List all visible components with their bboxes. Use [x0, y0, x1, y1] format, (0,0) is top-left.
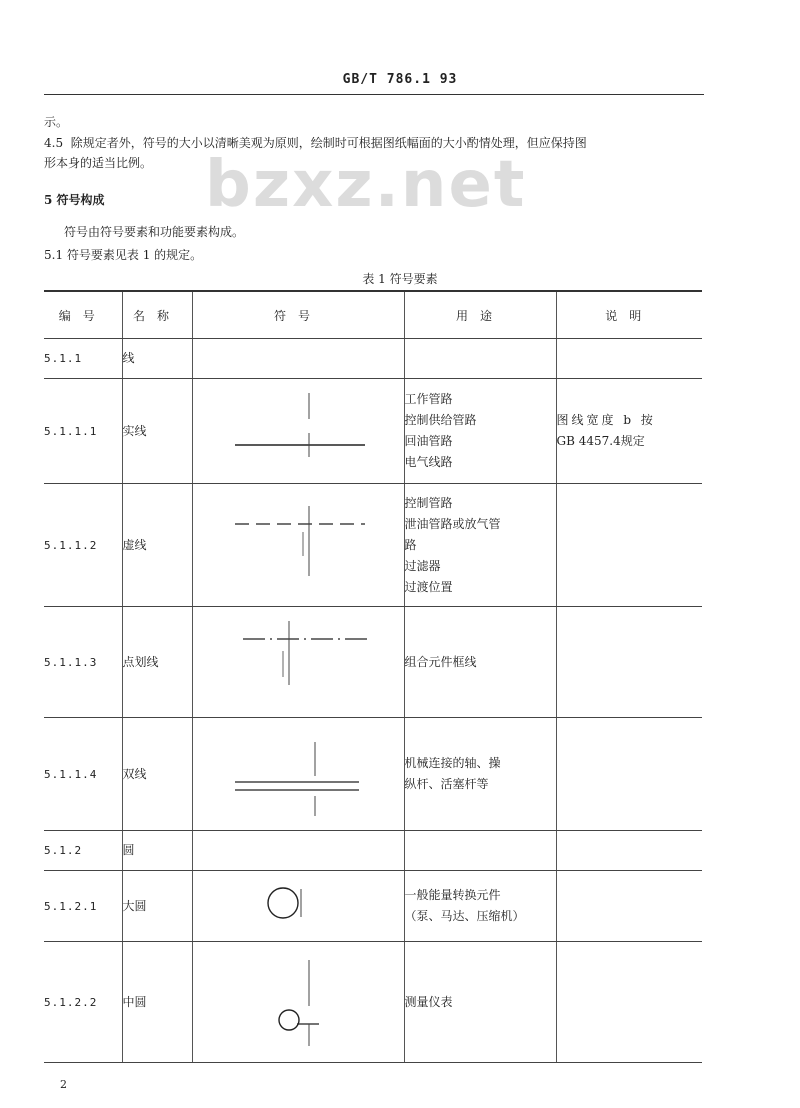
- usage-line: 测量仪表: [404, 994, 453, 1009]
- usage-line: 控制供给管路: [404, 413, 477, 427]
- usage-line: 路: [404, 537, 417, 552]
- table-row: [44, 942, 702, 1063]
- row-usage: [404, 607, 556, 718]
- dot-dash-line-symbol: [192, 607, 404, 718]
- usage-line: 工作管路: [404, 392, 453, 406]
- header-note: 说明: [556, 291, 702, 339]
- table-row: [44, 484, 702, 607]
- usage-line: 电气线路: [404, 455, 453, 469]
- row-name: 实线: [122, 379, 192, 484]
- usage-line: （泵、马达、压缩机）: [404, 909, 525, 923]
- row-usage: [404, 871, 556, 942]
- usage-line: 回油管路: [404, 434, 453, 448]
- table-header-row: [44, 291, 702, 339]
- usage-line: 过渡位置: [404, 579, 453, 594]
- row-usage: [404, 831, 556, 871]
- usage-line: 组合元件框线: [404, 654, 477, 669]
- row-symbol: [192, 831, 404, 871]
- usage-line: 控制管路: [404, 495, 453, 510]
- row-name: 虚线: [122, 484, 192, 607]
- row-number: 5.1.1.4: [44, 718, 122, 831]
- header-name: 名称: [122, 291, 192, 339]
- row-note: [556, 942, 702, 1063]
- symbol-elements-table: [44, 290, 702, 1063]
- table-row: [44, 718, 702, 831]
- row-name: 线: [122, 339, 192, 379]
- table-row: [44, 831, 702, 871]
- row-number: 5.1.2.2: [44, 942, 122, 1063]
- usage-line: 过滤器: [404, 558, 441, 573]
- row-number: 5.1.2: [44, 831, 122, 871]
- row-usage: [404, 339, 556, 379]
- row-name: 双线: [122, 718, 192, 831]
- watermark: bzxz.net: [205, 148, 527, 222]
- row-note: [556, 484, 702, 607]
- dashed-line-symbol: [192, 484, 404, 607]
- row-note: [556, 607, 702, 718]
- row-symbol: [192, 339, 404, 379]
- solid-line-symbol: [192, 379, 404, 484]
- row-name: 大圆: [122, 871, 192, 942]
- row-number: 5.1.1: [44, 339, 122, 379]
- note-line: GB 4457.4规定: [556, 434, 645, 448]
- clause-5-1: 5.1 符号要素见表 1 的规定。: [44, 248, 203, 262]
- row-note: [556, 831, 702, 871]
- section-5-text: 符号由符号要素和功能要素构成。: [64, 225, 245, 239]
- row-number: 5.1.1.2: [44, 484, 122, 607]
- usage-line: 机械连接的轴、操: [404, 756, 501, 770]
- header-symbol: 符号: [192, 291, 404, 339]
- row-name: 中圆: [122, 942, 192, 1063]
- clause-4-5-text: 除规定者外，符号的大小以清晰美观为原则，绘制时可根据图纸幅面的大小酌情处理，但应保持图: [70, 136, 587, 150]
- row-number: 5.1.1.1: [44, 379, 122, 484]
- note-line: 图线宽度 b 按: [556, 413, 656, 427]
- row-note: [556, 379, 702, 484]
- row-note: [556, 871, 702, 942]
- table-caption: 表 1 符号要素: [362, 272, 438, 286]
- double-line-symbol: [192, 718, 404, 831]
- usage-line: 纵杆、活塞杆等: [404, 777, 489, 791]
- clause-4-5: [44, 133, 587, 153]
- header-rule: [44, 94, 704, 95]
- table-row: [44, 607, 702, 718]
- row-usage: [404, 484, 556, 607]
- header-number: 编号: [44, 291, 122, 339]
- row-note: [556, 718, 702, 831]
- header-usage: 用途: [404, 291, 556, 339]
- row-number: 5.1.2.1: [44, 871, 122, 942]
- row-usage: [404, 718, 556, 831]
- clause-4-5-number: 4.5: [44, 136, 64, 150]
- medium-circle-symbol: [192, 942, 404, 1063]
- page-header: GB/T 786.1 93: [342, 72, 458, 87]
- row-usage: [404, 942, 556, 1063]
- table-row: [44, 379, 702, 484]
- row-number: 5.1.1.3: [44, 607, 122, 718]
- section-5-title: 5 符号构成: [44, 193, 105, 207]
- row-usage: [404, 379, 556, 484]
- table-row: [44, 339, 702, 379]
- intro-line: 示。: [44, 115, 69, 129]
- table-row: [44, 871, 702, 942]
- row-name: 点划线: [122, 607, 192, 718]
- row-note: [556, 339, 702, 379]
- clause-4-5-cont: 形本身的适当比例。: [44, 156, 153, 170]
- large-circle-symbol: [192, 871, 404, 942]
- usage-line: 一般能量转换元件: [404, 888, 501, 902]
- row-name: 圆: [122, 831, 192, 871]
- usage-line: 泄油管路或放气管: [404, 516, 501, 531]
- page-number: 2: [60, 1078, 67, 1091]
